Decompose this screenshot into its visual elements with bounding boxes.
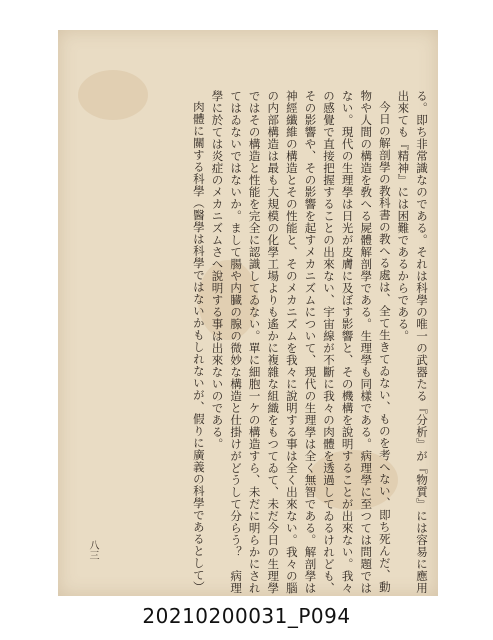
text-line-2: 出來ても『精神』には困難であるからである。	[396, 90, 411, 342]
text-line-1: る。即ち非常識なのである。それは科學の唯一の武器たる『分析』が『物質』には容易に應用	[415, 90, 429, 594]
text-line-13: 肉體に關する科學（醫學は科學ではないかもしれないが、假りに廣義の科學であるとして）	[191, 101, 206, 593]
text-line-3: 今日の解剖學の教科書の教へる處は、全て生きてゐない、ものを考へない、即ち死んだ、動	[377, 101, 392, 593]
page-number: 八三	[87, 540, 98, 560]
text-line-7: その影響や、その影響を起すメカニズムについて、現代の生理學は全く無智である。解剖學は	[303, 90, 318, 594]
text-line-11: てはゐないではないか。まして腸や内臓の腺の微妙な構造と仕掛けがどうして分らう？ 病理	[229, 90, 244, 594]
image-caption: 20210200031_P094	[142, 604, 351, 628]
text-line-12: 學に於ては炎症のメカニズムさへ說明する事は出來ないのである。	[210, 90, 225, 450]
text-line-4: 物や人間の構造を敎へる屍體解剖學である。生理學も同樣である。病理學に至つては問題では	[359, 90, 374, 594]
text-line-9: の内部構造は最も大規模の化學工場よりも遙かに複雜な組織をもつてゐて、未だ今日の生理學	[266, 90, 281, 594]
body-text	[189, 90, 431, 594]
text-line-6: の感覺で直接把握することの出來ない、宇宙線が不斷に我々の肉體を透過してゐるけれども、	[322, 90, 337, 594]
paper-stain	[78, 70, 148, 120]
text-line-5: ない。現代の生理學は日光が皮膚に及ぼす影響と、その機構を說明することが出來ない。我々	[340, 90, 355, 594]
text-line-10: ではその構造と性能を完全に認識してゐない。單に細胞一ケの構造すら、未だに明らかにされ	[247, 90, 262, 594]
text-line-8: 神經纖維の構造とその性能と、そのメカニズムを我々に說明する事は全く出來ない。我々の腦	[284, 90, 299, 594]
